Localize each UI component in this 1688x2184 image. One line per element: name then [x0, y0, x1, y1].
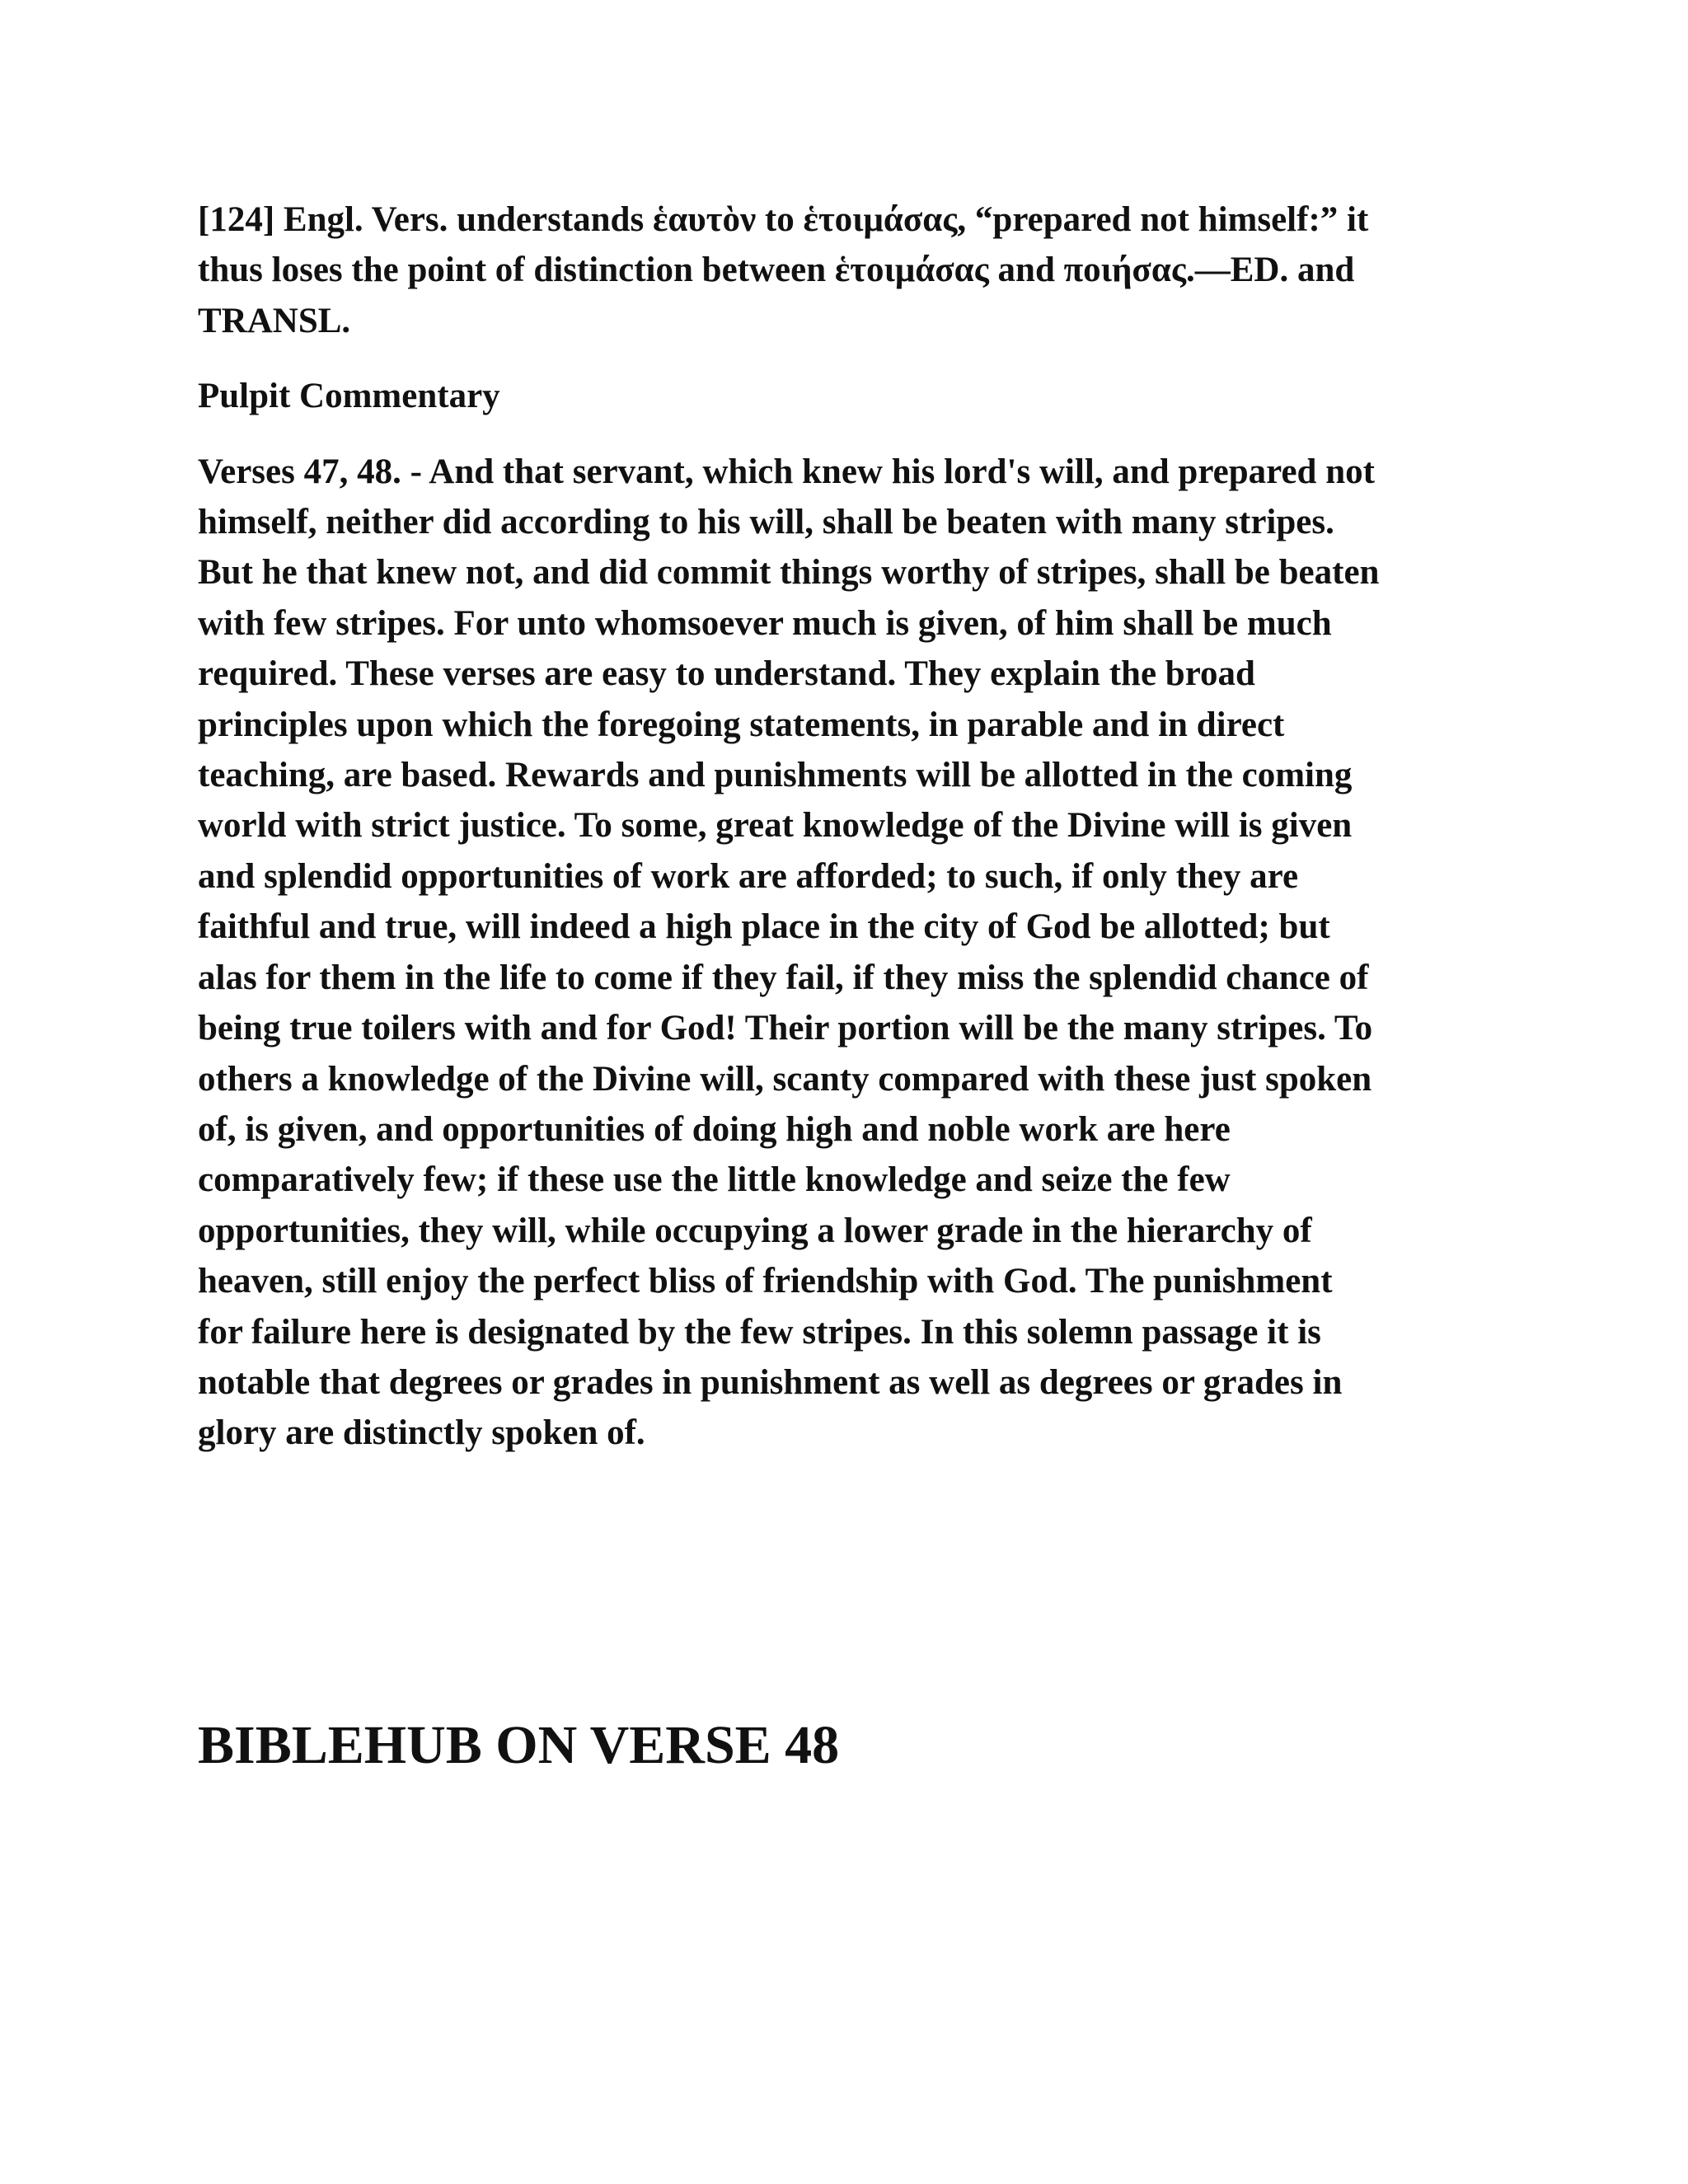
page-content [198, 194, 1500, 1459]
section-heading: BIBLEHUB ON VERSE 48 [198, 1715, 840, 1775]
commentary-paragraph: Verses 47, 48. - And that servant, which knew his lord's will, and prepared not himself, neither did according to his will, shall be beaten with many stripes. But he that knew not, and did commit things worthy of stripes, shall be beaten with few stripes. For unto whomsoever much is given, of him shall be much required. These verses are easy to understand. They explain the broad principles upon which the foregoing statements, in parable and in direct teaching, are based. Rewards and punishments will be allotted in the coming world with strict justice. To some, great knowledge of the Divine will is given and splendid opportunities of work are afforded; to such, if only they are faithful and true, will indeed a high place in the city of God be allotted; but alas for them in the life to come if they fail, if they miss the splendid chance of being true toilers with and for God! Their portion will be the many stripes. To others a knowledge of the Divine will, scanty compared with these just spoken of, is given, and opportunities of doing high and noble work are here comparatively few; if these use the little knowledge and seize the few opportunities, they will, while occupying a lower grade in the hierarchy of heaven, still enjoy the perfect bliss of friendship with God. The punishment for failure here is designated by the few stripes. In this solemn passage it is notable that degrees or grades in punishment as well as degrees or grades in glory are distinctly spoken of. [198, 452, 1380, 1453]
section-label: Pulpit Commentary [198, 377, 500, 416]
footnote-paragraph: [124] Engl. Vers. understands ἑαυτὸν to ἑτοιμάσας, “prepared not himself:” it thus loses the point of distinction between ἑτοιμάσας and ποιήσας.—ED. and TRANSL. [198, 200, 1369, 340]
